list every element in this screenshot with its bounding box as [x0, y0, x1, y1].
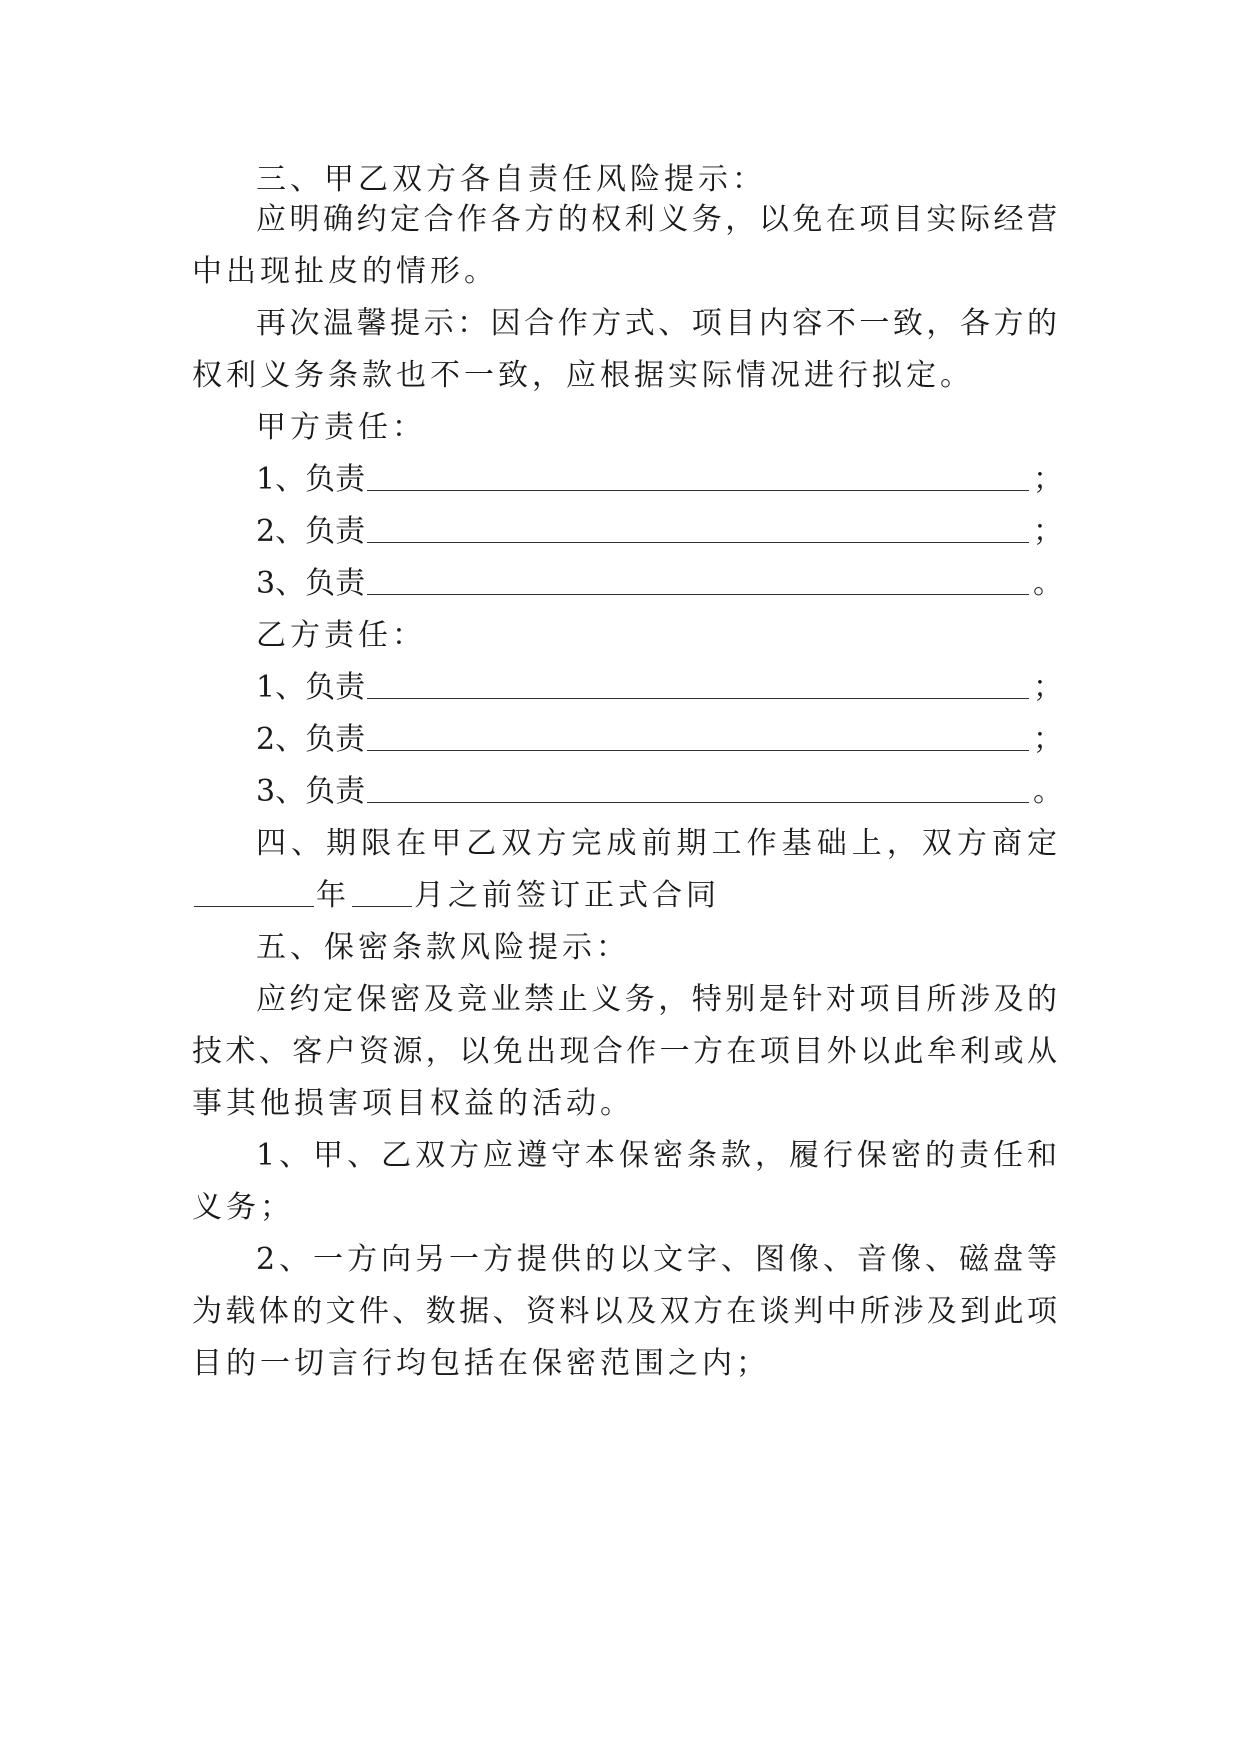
party-b-item-1-punct: ； [1033, 670, 1063, 705]
section-5-item-2-line-1: 2、一方向另一方提供的以文字、图像、音像、磁盘等 [256, 1242, 1057, 1277]
party-b-item-3 [256, 772, 1063, 812]
party-b-heading: 乙方责任： [256, 618, 426, 653]
party-b-item-3-label: 3、负责 [256, 774, 366, 809]
party-b-item-2-label: 2、负责 [256, 722, 366, 757]
party-a-item-2-punct: ； [1033, 514, 1063, 549]
year-blank[interactable] [194, 905, 314, 907]
party-a-item-2-label: 2、负责 [256, 514, 366, 549]
section-3-paragraph-2-line-1: 再次温馨提示：因合作方式、项目内容不一致，各方的 [256, 306, 1057, 341]
party-a-item-3 [256, 564, 1063, 604]
party-a-item-3-label: 3、负责 [256, 566, 366, 601]
month-label: 月之前签订正式合同 [414, 878, 720, 913]
party-a-item-1-punct: ； [1033, 462, 1063, 497]
section-5-paragraph-1-line-3: 事其他损害项目权益的活动。 [192, 1086, 634, 1121]
section-4-line-1: 四、期限在甲乙双方完成前期工作基础上，双方商定 [256, 826, 1057, 861]
section-3-paragraph-1-line-2: 中出现扯皮的情形。 [192, 254, 498, 289]
party-b-item-1-blank[interactable] [367, 697, 1029, 699]
party-b-item-3-punct: 。 [1033, 774, 1063, 809]
section-5-item-1-line-2: 义务； [192, 1190, 294, 1225]
party-a-item-3-punct: 。 [1033, 566, 1063, 601]
party-a-item-3-blank[interactable] [367, 593, 1029, 595]
section-3-heading: 三、甲乙双方各自责任风险提示： [256, 162, 766, 197]
party-a-heading: 甲方责任： [256, 410, 426, 445]
party-a-item-1-label: 1、负责 [256, 462, 366, 497]
section-5-item-2-line-3: 目的一切言行均包括在保密范围之内； [192, 1346, 770, 1381]
party-a-item-2-blank[interactable] [367, 541, 1029, 543]
party-b-item-2 [256, 720, 1063, 760]
year-label: 年 [316, 878, 350, 913]
party-b-item-2-blank[interactable] [367, 749, 1029, 751]
section-5-item-2-line-2: 为载体的文件、数据、资料以及双方在谈判中所涉及到此项 [192, 1294, 1057, 1329]
section-3-paragraph-2-line-2: 权利义务条款也不一致，应根据实际情况进行拟定。 [192, 358, 974, 393]
section-4-date-line [192, 876, 720, 916]
section-5-item-1-line-1: 1、甲、乙双方应遵守本保密条款，履行保密的责任和 [256, 1138, 1057, 1173]
section-5-paragraph-1-line-2: 技术、客户资源，以免出现合作一方在项目外以此牟利或从 [192, 1034, 1057, 1069]
party-a-item-1 [256, 460, 1063, 500]
party-b-item-3-blank[interactable] [367, 801, 1029, 803]
section-5-heading: 五、保密条款风险提示： [256, 930, 630, 965]
month-blank[interactable] [352, 905, 412, 907]
party-a-item-1-blank[interactable] [367, 489, 1029, 491]
party-b-item-2-punct: ； [1033, 722, 1063, 757]
section-5-paragraph-1-line-1: 应约定保密及竞业禁止义务，特别是针对项目所涉及的 [256, 982, 1057, 1017]
party-b-item-1-label: 1、负责 [256, 670, 366, 705]
section-3-paragraph-1-line-1: 应明确约定合作各方的权利义务，以免在项目实际经营 [256, 202, 1057, 237]
party-b-item-1 [256, 668, 1063, 708]
party-a-item-2 [256, 512, 1063, 552]
